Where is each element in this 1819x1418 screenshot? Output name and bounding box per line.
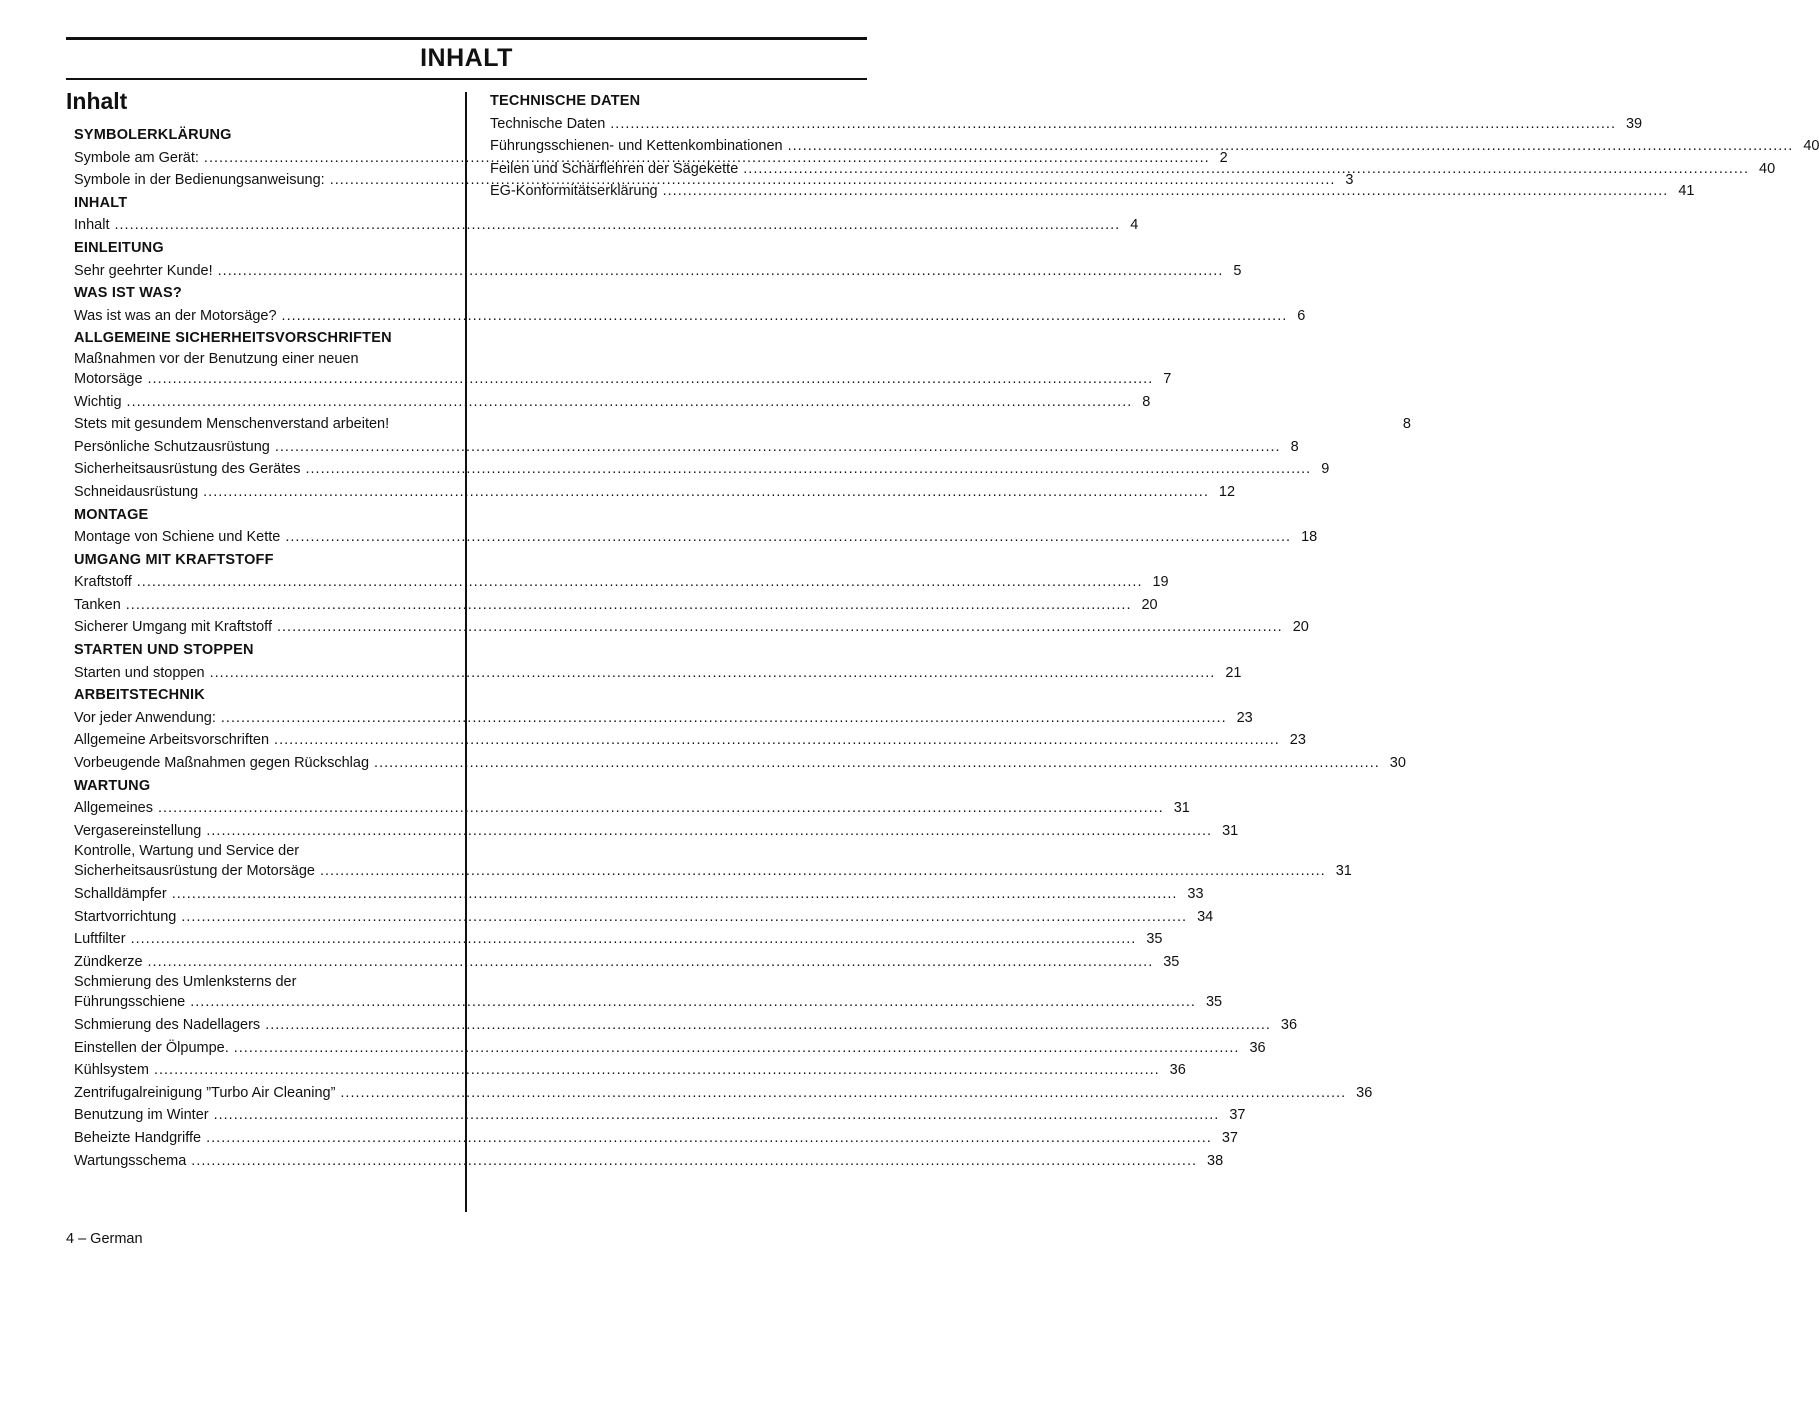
toc-entry[interactable] <box>490 158 1776 181</box>
toc-entry-title-line2: Motorsäge <box>74 370 143 387</box>
toc-page-number: 2 <box>1219 149 1228 166</box>
toc-page-number: 35 <box>1205 994 1223 1011</box>
toc-page-number: 38 <box>1207 1152 1224 1169</box>
toc-entry-title: Kraftstoff <box>74 574 132 591</box>
toc-entry-title: Sicherer Umgang mit Kraftstoff <box>74 619 272 636</box>
toc-entry-title: Wichtig <box>74 393 122 410</box>
toc-entry[interactable] <box>74 571 1169 594</box>
toc-section-heading: SYMBOLERKLÄRUNG <box>74 127 232 143</box>
toc-page-number: 5 <box>1233 262 1242 279</box>
toc-page-number: 34 <box>1197 908 1214 925</box>
toc-page-number: 8 <box>1402 416 1411 433</box>
toc-section-heading: TECHNISCHE DATEN <box>490 93 641 109</box>
toc-page-number: 35 <box>1163 953 1180 970</box>
toc-page-number: 9 <box>1321 461 1330 478</box>
toc-page-number: 20 <box>1141 596 1158 613</box>
header-rule-bottom <box>66 78 867 80</box>
toc-section-heading: STARTEN UND STOPPEN <box>74 642 254 659</box>
toc-page-number: 33 <box>1187 886 1204 902</box>
toc-entry[interactable] <box>74 594 1158 617</box>
toc-entry[interactable] <box>74 662 1242 685</box>
toc-page-number: 36 <box>1249 1039 1266 1056</box>
toc-entry-title: Vor jeder Anwendung: <box>74 709 216 726</box>
toc-entry[interactable] <box>74 214 1139 237</box>
toc-page-number: 7 <box>1163 370 1172 387</box>
toc-entry[interactable] <box>74 973 1223 1014</box>
toc-entry-title: Einstellen der Ölpumpe. <box>74 1039 229 1056</box>
toc-entry[interactable] <box>74 260 1242 283</box>
toc-page-number: 40 <box>1803 138 1819 155</box>
toc-leader-dots <box>131 928 1137 951</box>
toc-entry-title: Allgemeines <box>74 800 153 817</box>
toc-entry[interactable] <box>74 1104 1246 1127</box>
toc-leader-dots <box>127 391 1133 414</box>
toc-leader-dots <box>190 991 1196 1014</box>
toc-leader-dots <box>306 458 1312 481</box>
toc-leader-dots <box>114 214 1120 237</box>
toc-page-number: 4 <box>1130 217 1139 234</box>
toc-entry-title: Tanken <box>74 596 121 613</box>
toc-entry[interactable] <box>74 526 1318 549</box>
toc-page-number: 23 <box>1289 732 1306 749</box>
toc-leader-dots <box>206 1127 1212 1150</box>
toc-leader-dots <box>743 158 1749 181</box>
toc-entry-title-line1: Maßnahmen vor der Benutzung einer neuen <box>74 350 359 367</box>
toc-entry[interactable] <box>74 883 1204 906</box>
header-rule-top <box>66 37 867 40</box>
toc-entry-title: Symbole am Gerät: <box>74 149 199 166</box>
toc-leader-dots <box>214 1104 1220 1127</box>
page-header-title: INHALT <box>420 44 513 72</box>
toc-page-number: 31 <box>1335 863 1352 880</box>
toc-page-number: 3 <box>1345 172 1354 189</box>
toc-leader-dots <box>148 951 1154 974</box>
toc-entry-title: Führungsschienen- und Kettenkombinationen <box>490 138 783 155</box>
toc-entry-title: Was ist was an der Motorsäge? <box>74 307 277 324</box>
toc-entry[interactable] <box>74 436 1299 459</box>
toc-entry[interactable] <box>74 1014 1298 1037</box>
toc-entry-title: Allgemeine Arbeitsvorschriften <box>74 732 270 749</box>
toc-entry-title: Stets mit gesundem Menschenverstand arbeiten! <box>74 416 390 433</box>
toc-page-number: 36 <box>1280 1016 1298 1033</box>
toc-entry[interactable] <box>490 135 1819 158</box>
toc-entry[interactable] <box>74 1150 1224 1173</box>
toc-leader-dots <box>126 594 1132 617</box>
toc-entry-title-line2: Sicherheitsausrüstung der Motorsäge <box>74 863 315 880</box>
toc-entry-title: Vorbeugende Maßnahmen gegen Rückschlag <box>74 755 370 772</box>
toc-entry[interactable] <box>74 481 1236 504</box>
toc-leader-dots <box>210 662 1216 685</box>
toc-entry-title-line1: Schmierung des Umlenksterns der <box>74 974 297 991</box>
toc-leader-dots <box>154 1059 1160 1082</box>
toc-page-number: 18 <box>1301 529 1318 546</box>
toc-entry[interactable] <box>74 305 1306 328</box>
toc-page-number: 23 <box>1236 709 1253 726</box>
toc-section-heading: MONTAGE <box>74 506 149 523</box>
toc-leader-dots <box>148 368 1154 391</box>
toc-leader-dots <box>340 1082 1346 1105</box>
toc-entry[interactable] <box>74 707 1253 730</box>
toc-page-number: 19 <box>1152 574 1169 591</box>
toc-section-heading: ARBEITSTECHNIK <box>74 687 205 704</box>
toc-entry-title: Schmierung des Nadellagers <box>74 1016 261 1033</box>
toc-leader-dots <box>663 180 1669 203</box>
toc-leader-dots <box>203 481 1209 504</box>
toc-entry[interactable] <box>490 180 1695 203</box>
toc-leader-dots <box>137 571 1143 594</box>
toc-leader-dots <box>374 752 1380 775</box>
toc-entry-title-line1: Kontrolle, Wartung und Service der <box>74 843 300 860</box>
toc-page-number: 12 <box>1218 483 1236 500</box>
toc-leader-dots <box>158 797 1164 820</box>
toc-entry[interactable] <box>74 413 1411 436</box>
toc-section-heading: WAS IST WAS? <box>74 285 182 302</box>
toc-entry-title: Startvorrichtung <box>74 908 177 925</box>
toc-entry-title: Inhalt <box>74 217 110 234</box>
toc-entry[interactable] <box>74 820 1239 843</box>
toc-leader-dots <box>265 1014 1271 1037</box>
toc-entry[interactable] <box>74 1059 1186 1082</box>
toc-section-heading: INHALT <box>74 194 128 211</box>
toc-entry-title: Zentrifugalreinigung ”Turbo Air Cleaning” <box>74 1084 336 1101</box>
toc-list-right <box>490 90 1819 203</box>
toc-page-number: 6 <box>1297 307 1306 324</box>
toc-entry-title: Benutzung im Winter <box>74 1107 209 1124</box>
toc-entry[interactable] <box>74 1082 1373 1105</box>
toc-entry[interactable] <box>74 842 1352 883</box>
toc-entry[interactable] <box>74 616 1309 639</box>
toc-entry-title: Schalldämpfer <box>74 886 167 902</box>
toc-entry[interactable] <box>490 113 1643 136</box>
toc-entry-title: Starten und stoppen <box>74 664 205 681</box>
toc-entry[interactable] <box>74 1127 1238 1150</box>
toc-leader-dots <box>234 1037 1240 1060</box>
toc-page-number: 8 <box>1142 393 1151 410</box>
toc-section-heading: EINLEITUNG <box>74 239 164 256</box>
toc-section-heading: UMGANG MIT KRAFTSTOFF <box>74 551 274 568</box>
toc-page-number: 31 <box>1173 800 1190 817</box>
toc-entry-title: EG-Konformitätserklärung <box>490 183 658 200</box>
toc-leader-dots <box>218 260 1224 283</box>
toc-leader-dots <box>206 820 1212 843</box>
toc-leader-dots <box>277 616 1283 639</box>
toc-entry-title: Technische Daten <box>490 115 606 132</box>
toc-section-heading: WARTUNG <box>74 777 151 794</box>
toc-entry[interactable] <box>74 458 1330 481</box>
toc-section-heading: ALLGEMEINE SICHERHEITSVORSCHRIFTEN <box>74 330 392 347</box>
toc-entry[interactable] <box>74 350 1172 391</box>
toc-entry-title: Montage von Schiene und Kette <box>74 529 281 546</box>
toc-entry-title: Feilen und Schärflehren der Sägekette <box>490 160 739 177</box>
toc-leader-dots <box>221 707 1227 730</box>
toc-page-number: 21 <box>1225 664 1242 681</box>
toc-entry[interactable] <box>74 928 1163 951</box>
toc-entry-title: Schneidausrüstung <box>74 483 199 500</box>
toc-page-number: 41 <box>1678 183 1695 200</box>
toc-title: Inhalt <box>66 88 128 114</box>
toc-leader-dots <box>320 860 1326 883</box>
toc-page-number: 35 <box>1146 931 1163 948</box>
toc-entry[interactable] <box>74 906 1214 929</box>
toc-page-number: 37 <box>1229 1107 1246 1124</box>
toc-page-number: 39 <box>1625 115 1643 132</box>
toc-entry[interactable] <box>74 951 1180 974</box>
toc-leader-dots <box>172 883 1178 906</box>
toc-entry-title: Vergasereinstellung <box>74 822 202 839</box>
toc-entry-title: Persönliche Schutzausrüstung <box>74 438 270 455</box>
toc-page-number: 40 <box>1759 160 1776 177</box>
column-divider <box>465 92 467 1212</box>
toc-leader-dots <box>191 1150 1197 1173</box>
toc-leader-dots <box>274 729 1280 752</box>
toc-page-number: 37 <box>1221 1129 1238 1146</box>
toc-page-number: 30 <box>1389 755 1406 772</box>
toc-leader-dots <box>610 113 1616 136</box>
toc-page-number: 36 <box>1356 1084 1373 1101</box>
toc-leader-dots <box>285 526 1291 549</box>
toc-entry-title: Symbole in der Bedienungsanweisung: <box>74 172 325 189</box>
toc-leader-dots <box>275 436 1281 459</box>
toc-leader-dots <box>181 906 1187 929</box>
toc-entry-title: Beheizte Handgriffe <box>74 1129 202 1146</box>
toc-entry-title: Sehr geehrter Kunde! <box>74 262 213 279</box>
toc-page-number: 20 <box>1292 619 1309 636</box>
toc-leader-dots <box>788 135 1794 158</box>
toc-entry-title: Kühlsystem <box>74 1062 149 1079</box>
page-footer: 4 – German <box>66 1231 143 1247</box>
toc-entry-title: Zündkerze <box>74 953 143 970</box>
toc-entry[interactable] <box>74 797 1190 820</box>
toc-page-number: 36 <box>1169 1062 1186 1079</box>
toc-entry-title: Sicherheitsausrüstung des Gerätes <box>74 461 301 478</box>
toc-page-number: 8 <box>1290 438 1299 455</box>
toc-right-column <box>490 90 1819 203</box>
toc-entry[interactable] <box>74 391 1151 414</box>
toc-entry-title: Wartungsschema <box>74 1152 187 1169</box>
toc-entry[interactable] <box>74 729 1306 752</box>
toc-page-number: 31 <box>1222 822 1239 839</box>
toc-entry[interactable] <box>74 752 1406 775</box>
toc-entry-title-line2: Führungsschiene <box>74 994 186 1011</box>
toc-entry[interactable] <box>74 1037 1266 1060</box>
toc-leader-dots <box>282 305 1288 328</box>
toc-entry-title: Luftfilter <box>74 931 126 948</box>
